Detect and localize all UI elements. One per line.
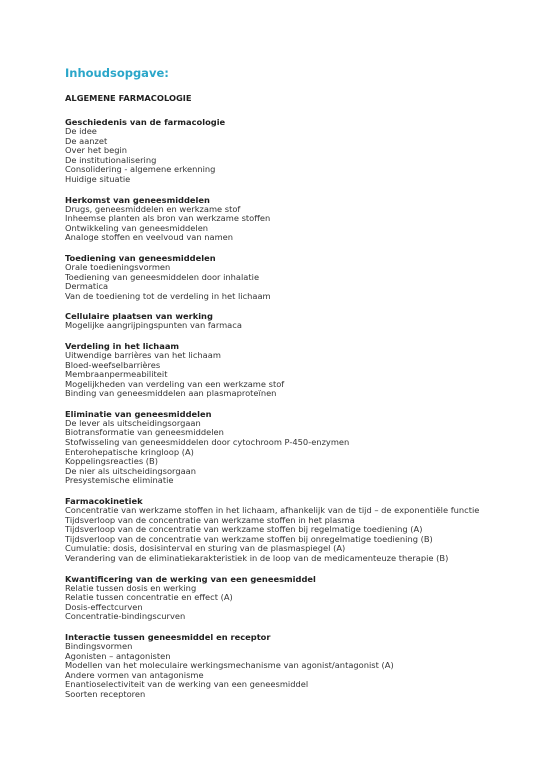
section-heading: Eliminatie van geneesmiddelen — [65, 408, 212, 419]
toc-entry: Cumulatie: dosis, dosisinterval en sturing van de plasmaspiegel (A) — [65, 543, 346, 554]
toc-entry: Koppelingsreacties (B) — [65, 456, 158, 467]
toc-section — [65, 117, 535, 185]
toc-entry: De aanzet — [65, 135, 108, 146]
toc-entry: De institutionalisering — [65, 154, 157, 165]
toc-entry: Inheemse planten als bron van werkzame stoffen — [65, 213, 271, 224]
toc-entry: Consolidering - algemene erkenning — [65, 164, 216, 175]
section-item-list — [65, 584, 535, 622]
toc-entry: Andere vormen van antagonisme — [65, 669, 204, 680]
toc-entry: Mogelijkheden van verdeling van een werkzame stof — [65, 378, 285, 389]
toc-section — [65, 311, 535, 331]
toc-entry: De idee — [65, 126, 97, 136]
toc-entry: Concentratie-bindingscurven — [65, 611, 186, 622]
toc-entry: Verandering van de eliminatiekarakteristiek in de loop van de medicamenteuze therapie (B) — [65, 553, 449, 563]
section-heading: Interactie tussen geneesmiddel en receptor — [65, 631, 271, 642]
toc-entry: Enantioselectiviteit van de werking van een geneesmiddel — [65, 679, 309, 690]
toc-entry: De lever als uitscheidingsorgaan — [65, 417, 201, 428]
toc-entry: Enterohepatische kringloop (A) — [65, 446, 194, 457]
section-item-list — [65, 351, 535, 399]
section-item-list — [65, 506, 535, 564]
toc-entry: Analoge stoffen en veelvoud van namen — [65, 232, 234, 243]
section-heading: Toediening van geneesmiddelen — [65, 252, 216, 263]
toc-entry: Dermatica — [65, 281, 109, 292]
section-heading: Farmacokinetiek — [65, 496, 143, 507]
section-item-list — [65, 127, 535, 185]
toc-section — [65, 253, 535, 301]
toc-entry: Membraanpermeabiliteit — [65, 369, 168, 380]
toc-entry: Van de toediening tot de verdeling in het lichaam — [65, 290, 271, 301]
section-item-list — [65, 263, 535, 301]
section-item-list — [65, 205, 535, 243]
section-heading: Geschiedenis van de farmacologie — [65, 117, 226, 127]
toc-entry: Drugs, geneesmiddelen en werkzame stof — [65, 203, 241, 214]
toc-section — [65, 632, 535, 700]
toc-entry: Stofwisseling van geneesmiddelen door cytochroom P-450-enzymen — [65, 437, 350, 448]
section-item-list — [65, 642, 535, 700]
toc-section — [65, 496, 535, 564]
toc-section — [65, 409, 535, 486]
part-title: ALGEMENE FARMACOLOGIE — [65, 93, 192, 103]
toc-section — [65, 341, 535, 399]
toc-entry: Over het begin — [65, 145, 128, 156]
section-heading: Herkomst van geneesmiddelen — [65, 194, 210, 205]
document-page — [65, 66, 535, 710]
toc-entry: Relatie tussen concentratie en effect (A) — [65, 592, 233, 603]
toc-entry: Dosis-effectcurven — [65, 601, 143, 612]
toc-section — [65, 195, 535, 243]
toc-entry: Modellen van het moleculaire werkingsmechanisme van agonist/antagonist (A) — [65, 660, 394, 671]
section-item-list — [65, 419, 535, 486]
toc-entry: Orale toedieningsvormen — [65, 261, 171, 272]
section-heading: Verdeling in het lichaam — [65, 340, 180, 351]
toc-entry: Binding van geneesmiddelen aan plasmaproteïnen — [65, 388, 277, 399]
toc-entry: Tijdsverloop van de concentratie van werkzame stoffen bij regelmatige toediening (A) — [65, 524, 423, 535]
page-title: Inhoudsopgave: — [65, 66, 169, 80]
section-item-list — [65, 321, 535, 331]
toc-sections — [65, 117, 535, 700]
toc-entry: Uitwendige barrières van het lichaam — [65, 349, 221, 360]
toc-entry: De nier als uitscheidingsorgaan — [65, 465, 197, 476]
toc-entry: Bloed-weefselbarrières — [65, 359, 161, 370]
toc-entry: Biotransformatie van geneesmiddelen — [65, 427, 224, 438]
toc-entry: Agonisten – antagonisten — [65, 650, 171, 661]
toc-entry: Soorten receptoren — [65, 688, 146, 699]
toc-entry: Mogelijke aangrijpingspunten van farmaca — [65, 320, 242, 331]
section-heading: Cellulaire plaatsen van werking — [65, 311, 213, 322]
toc-section — [65, 574, 535, 622]
toc-entry: Tijdsverloop van de concentratie van werkzame stoffen bij onregelmatige toediening (B) — [65, 533, 433, 544]
section-heading: Kwantificering van de werking van een geneesmiddel — [65, 573, 316, 584]
toc-entry: Huidige situatie — [65, 173, 131, 184]
toc-entry: Presystemische eliminatie — [65, 475, 174, 486]
toc-entry: Toediening van geneesmiddelen door inhalatie — [65, 271, 260, 282]
toc-entry: Bindingsvormen — [65, 640, 133, 651]
toc-entry: Concentratie van werkzame stoffen in het lichaam, afhankelijk van de tijd – de exponentiële functie — [65, 505, 480, 516]
toc-entry: Tijdsverloop van de concentratie van werkzame stoffen in het plasma — [65, 514, 355, 525]
toc-entry: Relatie tussen dosis en werking — [65, 582, 197, 593]
toc-entry: Ontwikkeling van geneesmiddelen — [65, 222, 209, 233]
